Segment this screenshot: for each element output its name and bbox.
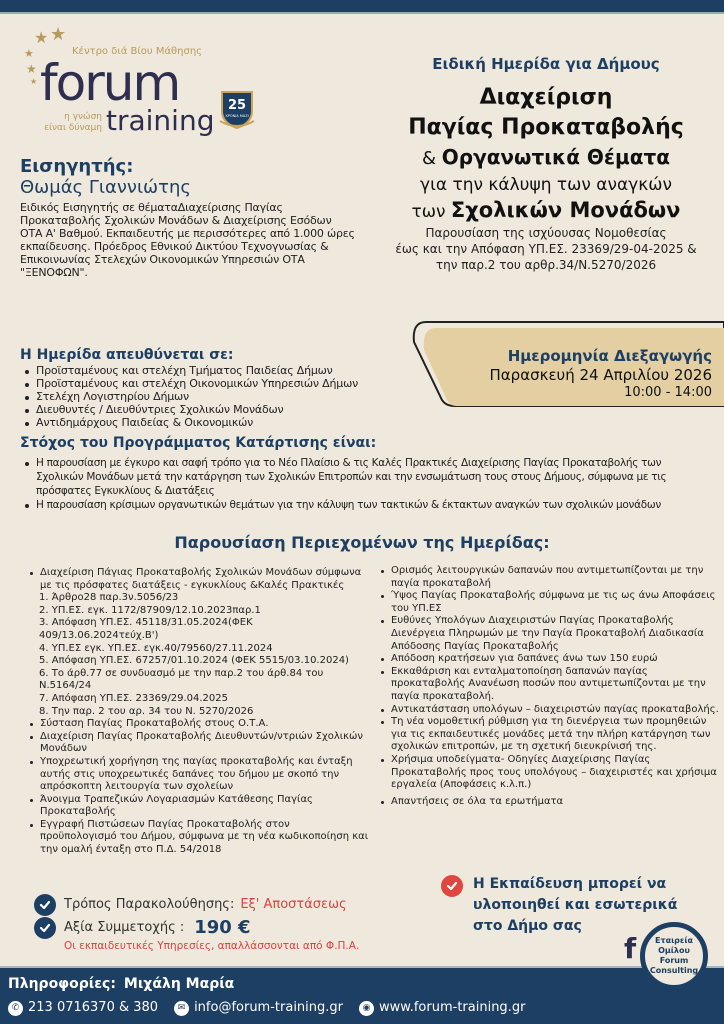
title-line3-bold: Οργανωτικά Θέματα — [441, 145, 671, 169]
contents-item: Αντικατάσταση υπολόγων – διαχειριστών παγίας προκαταβολής. — [375, 704, 720, 717]
contents-right-column — [375, 565, 720, 808]
goals-list — [20, 456, 710, 512]
consulting-line4: Consulting — [649, 966, 699, 975]
speaker-bio: Ειδικός Εισηγητής σε θέματαΔιαχείρισης Παγίας Προκαταβολής Σχολικών Μονάδων & Διαχείρισης Εσόδων ΟΤΑ Α' Βαθμού. Εκπαιδευτής με περισσότερες από 1.000 ώρες εκπαίδευσης. Πρόεδρος Εθνικού Δικτύου Τεχνογνωσίας & Επικοινωνίας Στελεχών Οικονομικών Υπηρεσιών ΟΤΑ "ΞΕΝΟΦΩΝ". — [20, 201, 355, 279]
internal-note-line3: στο Δήμο σας — [473, 918, 582, 934]
fee-label: Αξία Συμμετοχής : — [64, 920, 185, 935]
contents-left-column — [24, 567, 369, 857]
contents-item: Ορισμός λειτουργικών δαπανών που αντιμετωπίζονται με την παγία προκαταβολή — [375, 565, 720, 590]
legal-references-list — [24, 592, 369, 718]
footer-bar — [0, 966, 724, 1024]
logo-tagline-line1: η γνώση — [64, 112, 102, 122]
info-contact — [8, 975, 234, 993]
email-contact[interactable] — [174, 1000, 343, 1016]
forum-training-logo — [22, 24, 222, 140]
title-line3 — [368, 143, 724, 173]
mail-icon: ✉ — [174, 1001, 189, 1016]
legal-reference: 5. Απόφαση ΥΠ.ΕΣ. 67257/01.10.2024 (ΦΕΚ 5515/03.10.2024) — [39, 655, 349, 667]
legal-reference: 8. Την παρ. 2 του αρ. 34 του Ν. 5270/2026 — [39, 705, 254, 717]
contents-item: Τη νέα νομοθετική ρύθμιση για τη διενέργεια των προμηθειών για τις εκπαιδευτικές μονάδες μετά την πλήρη κατάργηση των σχολικών επιτροπών, με τη σχετική διευκρίνισή της. — [375, 716, 720, 754]
contents-item: Άνοιγμα Τραπεζικών Λογαριασμών Κατάθεσης Παγίας Προκαταβολής — [24, 794, 369, 819]
info-label: Πληροφορίες: — [8, 976, 116, 992]
title-line1: Διαχείριση — [479, 85, 613, 110]
consulting-line3: Forum — [659, 956, 689, 965]
contents-left-list — [24, 567, 369, 592]
logo-tagline-bottom — [36, 112, 102, 134]
badge-subtext: ΧΡΟΝΙΑ ΜΑΖΙ — [225, 114, 249, 118]
website-contact[interactable] — [359, 1000, 525, 1016]
contents-item: Χρήσιμα υποδείγματα- Οδηγίες Διαχείρισης Παγίας Προκαταβολής προς τους υπολόγους – διαχειριστές και χρήσιμα εργαλεία (Αποφάσεις κ.λ.π.) — [375, 754, 720, 792]
forum-consulting-badge — [620, 920, 724, 1000]
legal-line3: την παρ.2 του αρθρ.34/Ν.5270/2026 — [435, 258, 657, 272]
fee-price: 190 € — [194, 917, 251, 938]
star-icon: ★ — [34, 28, 49, 47]
logo-tagline-line2: είναι δύναμη — [44, 123, 102, 133]
legal-reference: 2. ΥΠ.ΕΣ. εγκ. 1172/87909/12.10.2023παρ.1 — [39, 604, 261, 616]
event-date-box — [412, 320, 724, 410]
speaker-label: Εισηγητής: — [20, 156, 134, 177]
event-date-text — [490, 346, 712, 401]
contact-list — [8, 1000, 525, 1016]
consulting-circle — [640, 922, 708, 990]
email-link[interactable]: info@forum-training.gr — [194, 1000, 344, 1015]
contents-left-list-2 — [24, 718, 369, 857]
title-line3-prefix: & — [421, 148, 442, 169]
star-icon: ★ — [30, 77, 38, 86]
speaker-name: Θωμάς Γιαννιώτης — [20, 177, 191, 198]
event-title-block — [368, 55, 724, 273]
audience-list — [20, 364, 405, 429]
contents-item: Απόδοση κρατήσεων για δαπάνες άνω των 150 ευρώ — [375, 653, 720, 666]
phone-icon: ✆ — [8, 1001, 23, 1016]
speaker-section — [20, 156, 355, 279]
forum-f-logo: f — [624, 932, 637, 965]
logo-brand-main: forum — [40, 54, 180, 112]
legal-reference: 6. Το άρθ.77 σε συνδυασμό με την παρ.2 του άρθ.84 του Ν.5164/24 — [39, 667, 324, 692]
goal-item: Η παρουσίαση με έγκυρο και σαφή τρόπο για το Νέο Πλαίσιο & τις Καλές Πρακτικές Διαχείρισης Παγίας Προκαταβολής των Σχολικών Μονάδων μετά την κατάργηση των Σχολικών Επιτροπών και την ενσωμάτωση τους στους Δήμους, σύμφωνα με τις πρόσφατες Εγκυκλίους & Διατάξεις — [20, 456, 710, 498]
audience-heading: Η Ημερίδα απευθύνεται σε: — [20, 347, 234, 363]
check-circle-icon — [34, 894, 56, 916]
audience-section — [20, 346, 405, 429]
contents-item: Ευθύνες Υπολόγων Διαχειριστών Παγίας Προκαταβολής Διενέργεια Πληρωμών με την Παγία Προκαταβολή Διαδικασία Απόδοσης Παγίας Προκαταβολής — [375, 615, 720, 653]
title-line5 — [368, 197, 724, 225]
phone-number[interactable]: 213 0716370 & 380 — [28, 1000, 159, 1015]
audience-item: Στελέχη Λογιστηρίου Δήμων — [20, 390, 405, 403]
anniversary-badge — [219, 89, 255, 129]
check-circle-icon — [441, 875, 463, 897]
title-line4: για την κάλυψη των αναγκών — [420, 175, 672, 195]
internal-note-line2: υλοποιηθεί και εσωτερικά — [473, 897, 678, 913]
legal-reference: 1. Άρθρο28 παρ.3ν.5056/23 — [39, 592, 179, 604]
title-line5-bold: Σχολικών Μονάδων — [450, 198, 681, 222]
phone-contact[interactable] — [8, 1000, 158, 1016]
title-line2: Παγίας Προκαταβολής — [408, 115, 684, 140]
top-banner-bar — [0, 0, 724, 14]
attendance-mode-row — [34, 894, 347, 916]
audience-item: Διευθυντές / Διευθύντριες Σχολικών Μονάδων — [20, 403, 405, 416]
fee-row — [34, 917, 251, 939]
consulting-line1: Εταιρεία — [655, 936, 693, 945]
goal-item: Η παρουσίαση κρίσιμων οργανωτικών θεμάτων για την κάλυψη των τακτικών & έκτακτων αναγκών των σχολικών μονάδων — [20, 498, 710, 512]
contents-item-text: Διαχείριση Πάγιας Προκαταβολής Σχολικών Μονάδων σύμφωνα με τις πρόσφατες διατάξεις - εγκυκλίους &Καλές Πρακτικές — [40, 567, 362, 591]
contents-item: Υποχρεωτική χορήγηση της παγίας προκαταβολής και ένταξη αυτής στις υποχρεωτικές δαπάνες του δήμου με σκοπό την απρόσκοπτη λειτουργία των σχολείων — [24, 756, 369, 794]
badge-number: 25 — [227, 98, 247, 113]
event-kicker: Ειδική Ημερίδα για Δήμους — [432, 55, 660, 73]
goals-section — [20, 434, 710, 512]
event-date-label: Ημερομηνία Διεξαγωγής — [507, 347, 712, 365]
star-icon: ★ — [24, 47, 34, 60]
legal-reference: 7. Απόφαση ΥΠ.ΕΣ. 23369/29.04.2025 — [39, 692, 228, 704]
contents-item — [24, 567, 369, 592]
contents-item: Ύψος Παγίας Προκαταβολής σύμφωνα με τις ως άνω Αποφάσεις του ΥΠ.ΕΣ — [375, 590, 720, 615]
vat-exemption-note: Οι εκπαιδευτικές Υπηρεσίες, απαλλάσσονται από Φ.Π.Α. — [64, 940, 360, 952]
audience-item: Αντιδημάρχους Παιδείας & Οικονομικών — [20, 416, 405, 429]
title-line5-prefix: των — [411, 202, 451, 222]
audience-item: Προϊσταμένους και στελέχη Οικονομικών Υπηρεσιών Δήμων — [20, 377, 405, 390]
website-link[interactable]: www.forum-training.gr — [379, 1000, 526, 1015]
attendance-label: Τρόπος Παρακολούθησης: — [64, 897, 235, 912]
star-icon: ★ — [26, 62, 37, 76]
shield-icon — [219, 89, 255, 129]
globe-icon: ◉ — [359, 1001, 374, 1016]
contents-item: Διαχείριση Παγίας Προκαταβολής Διευθυντών/ντριών Σχολικών Μονάδων — [24, 731, 369, 756]
contents-item: Σύσταση Παγίας Προκαταβολής στους Ο.Τ.Α. — [24, 718, 369, 731]
event-date-value: Παρασκευή 24 Απριλίου 2026 — [489, 366, 712, 384]
audience-item: Προϊσταμένους και στελέχη Τμήματος Παιδείας Δήμων — [20, 364, 405, 377]
contents-item: Εκκαθάριση και ενταλματοποίηση δαπανών παγίας προκαταβολής Ανανέωση ποσών που αντιμετωπίζονται με την παγία προκαταβολή. — [375, 666, 720, 704]
info-name: Μιχάλη Μαρία — [123, 976, 235, 992]
internal-note-line1: Η Εκπαίδευση μπορεί να — [473, 876, 667, 892]
consulting-line2: Ομίλου — [658, 946, 690, 955]
logo-brand-sub: training — [106, 104, 215, 137]
goals-heading: Στόχος του Προγράμματος Κατάρτισης είναι: — [20, 435, 377, 451]
contents-item: Απαντήσεις σε όλα τα ερωτήματα — [375, 796, 720, 809]
legal-line1: Παρουσίαση της ισχύουσας Νομοθεσίας — [425, 226, 667, 240]
legal-reference: 3. Απόφαση ΥΠ.ΕΣ. 45118/31.05.2024(ΦΕΚ 409/13.06.2024τεύχ.Β') — [39, 617, 253, 641]
contents-right-list — [375, 565, 720, 808]
check-circle-icon — [34, 917, 56, 939]
logo-tagline-top: Κέντρο διά Βίου Μάθησης — [72, 46, 203, 57]
contents-item: Εγγραφή Πιστώσεων Παγίας Προκαταβολής στον προϋπολογισμό του Δήμου, σύμφωνα με τη νέα κωδικοποίηση και την ομαλή ένταξη στο Π.Δ. 54/2018 — [24, 819, 369, 857]
attendance-value: Εξ' Αποστάσεως — [240, 897, 347, 912]
legal-line2: έως και την Απόφαση ΥΠ.ΕΣ. 23369/29-04-2025 & — [395, 242, 697, 256]
contents-heading: Παρουσίαση Περιεχομένων της Ημερίδας: — [174, 533, 550, 552]
event-time-value: 10:00 - 14:00 — [624, 385, 712, 400]
legal-reference: 4. ΥΠ.ΕΣ εγκ. ΥΠ.ΕΣ. εγκ.40/79560/27.11.2024 — [39, 642, 273, 654]
star-icon: ★ — [50, 24, 67, 45]
